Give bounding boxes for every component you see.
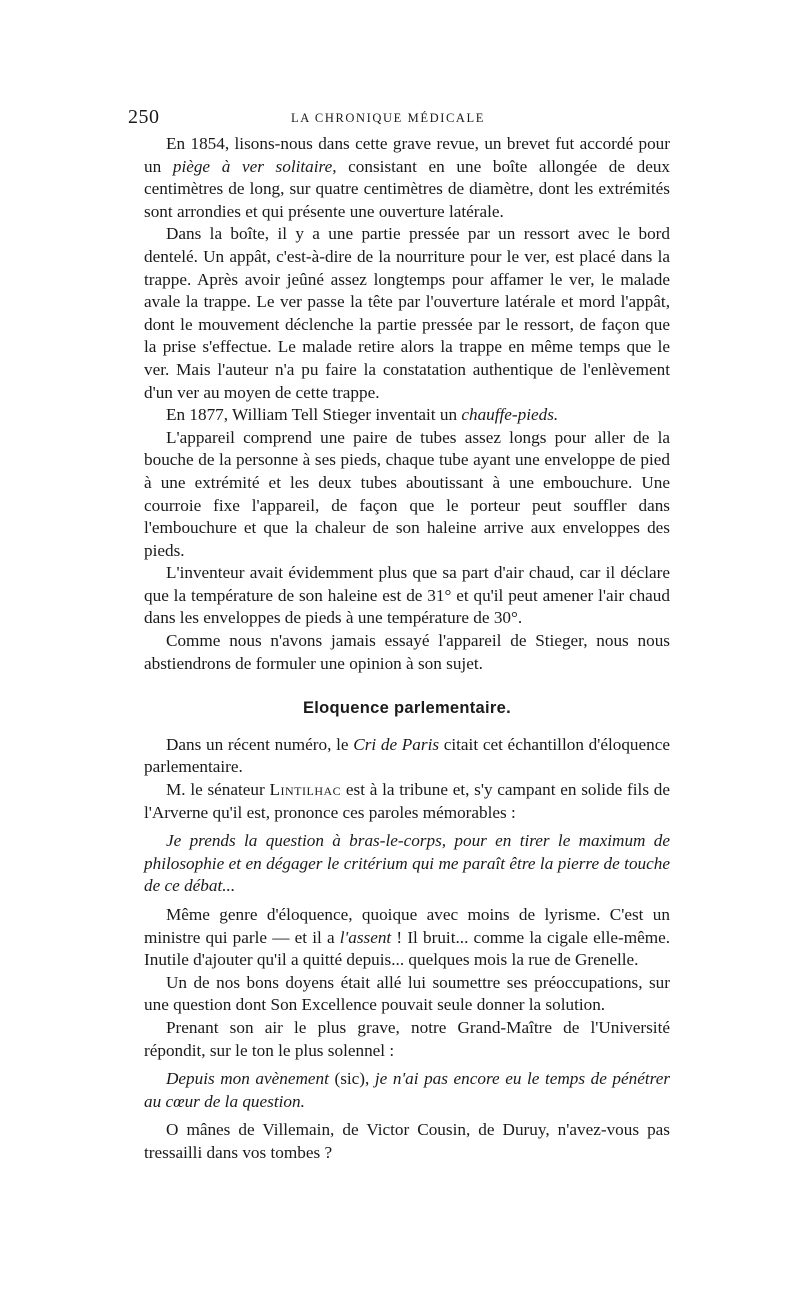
paragraph-6: Comme nous n'avons jamais essayé l'appareil de Stieger, nous nous abstiendrons de formuler une opinion à son sujet. [144,631,670,673]
italic-term: l'assent [339,927,392,947]
running-title: LA CHRONIQUE MÉDICALE [291,111,486,125]
italic-term: Cri de Paris [353,734,440,754]
section-title: Eloquence parlementaire. [302,699,512,718]
paragraph-9 [144,904,670,972]
paragraph-3 [144,404,670,427]
italic-term: Depuis mon avènement [166,1069,329,1089]
text-run: M. le sénateur [166,780,270,800]
paragraph-5: L'inventeur avait évidemment plus que sa part d'air chaud, car il déclare que la température de son haleine est de 31° et qu'il peut amener l'air chaud dans les enveloppes de pieds à une température de 30°. [144,563,670,628]
italic-term: piège à ver solitaire, [172,156,337,176]
paragraph-4: L'appareil comprend une paire de tubes assez longs pour aller de la bouche de la personne à ses pieds, chaque tube ayant une enveloppe de pied à une extrémité et les deux tubes aboutissant à une embouchure. Une courroie fixe l'appareil, de façon que le porteur peut souffler dans l'embouchure et que la chaleur de son haleine arrive aux enveloppes des pieds. [144,427,670,560]
italic-term: je n'ai pas encore eu le temps de pénétrer au cœur de la question. [144,1069,671,1111]
text-run: citait cet échantillon d'éloquence parlementaire. [144,734,670,777]
text-run: (sic), [328,1069,375,1089]
text-run: est à la tribune et, s'y campant en solide fils de l'Arverne qu'il est, prononce ces paroles mémorables : [144,780,670,822]
text-run: Dans un récent numéro, le [166,734,354,754]
quote-2 [144,1068,670,1113]
paragraph-7 [144,734,670,779]
small-caps-name: Lintilhac [269,780,342,800]
page-header [128,100,668,130]
text-run: En 1854, lisons-nous dans cette grave revue, un brevet fut accordé pour un [144,134,670,176]
text-run: En 1877, William Tell Stieger inventait un [166,405,462,425]
paragraph-2: Dans la boîte, il y a une partie pressée par un ressort avec le bord dentelé. Un appât, c'est-à-dire de la nourriture pour le ver, est placé dans la trappe. Après avoir jeûné assez longtemps pour affamer le ver, le malade avale la trappe. Le ver passe la tête par l'ouverture latérale et mord l'appât, dont le mouvement déclenche la partie pressée par le ressort, de façon que la prise s'effectue. Le malade retire alors la trappe en même temps que le ver. Mais l'auteur n'a pu faire la constatation authentique de l'enlèvement d'un ver au moyen de cette trappe. [144,224,670,402]
paragraph-11: Prenant son air le plus grave, notre Grand-Maître de l'Université répondit, sur le ton le plus solennel : [144,1017,670,1060]
paragraph-12: O mânes de Villemain, de Victor Cousin, de Duruy, n'avez-vous pas tressailli dans vos tombes ? [144,1120,670,1162]
paragraph-10: Un de nos bons doyens était allé lui soumettre ses préoccupations, sur une question dont Son Excellence pouvait seule donner la solution. [144,972,670,1015]
paragraph-1 [144,133,670,223]
text-run: ! Il bruit... comme la cigale elle-même. Inutile d'ajouter qu'il a quitté depuis... quelques mois la rue de Grenelle. [144,927,670,970]
text-run: Même genre d'éloquence, quoique avec moins de lyrisme. C'est un ministre qui parle — et il a [144,905,670,947]
body-text [144,133,670,1165]
text-run: consistant en une boîte allongée de deux centimètres de long, sur quatre centimètres de diamètre, dont les extrémités sont arrondies et qui présente une ouverture latérale. [144,156,671,221]
paragraph-8 [144,779,670,824]
italic-term: chauffe-pieds. [461,405,559,425]
page-number: 250 [128,106,160,128]
quote-1: Je prends la question à bras-le-corps, pour en tirer le maximum de philosophie et en dégager le critérium qui me paraît être la pierre de touche de ce débat... [144,831,670,896]
